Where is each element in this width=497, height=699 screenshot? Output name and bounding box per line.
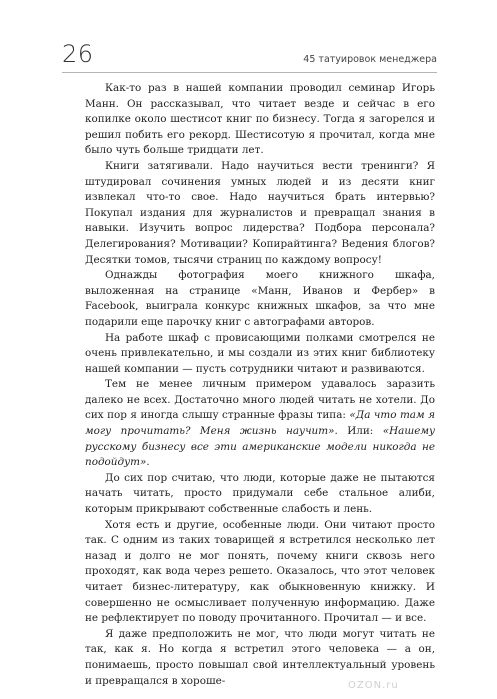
quote-2: «Нашему русскому бизнесу все эти американские модели никогда не подойдут» xyxy=(85,425,435,469)
watermark: OZON.ru xyxy=(348,680,399,691)
paragraph-5-end: . xyxy=(146,456,150,469)
paragraph-5-lead: Тем не менее личным примером удавалось заразить далеко не всех. Достаточно много людей читать не хотели. До сих пор я иногда слышу странные фразы типа: xyxy=(85,378,435,422)
paragraph-7: Хотя есть и другие, особенные люди. Они читают просто так. С одним из таких товарищей я встретился несколько лет назад и долго не мог понять, почему книги сквозь него проходят, как вода через решето. Оказалось, что этот человек читает бизнес-литературу, как обыкновенную книжку. И совершенно не осмысливает полученную информацию. Даже не рефлектирует по поводу прочитанного. Прочитал — и все. xyxy=(85,518,435,625)
paragraph-3: Однажды фотография моего книжного шкафа, выложенная на странице «Манн, Иванов и Фербер» в Facebook, выиграла конкурс книжных шкафов, за что мне подарили еще парочку книг с автографами авторов. xyxy=(85,269,435,328)
header-rule xyxy=(62,72,437,73)
page-number: 26 xyxy=(62,40,94,68)
paragraph-1: Как-то раз в нашей компании проводил семинар Игорь Манн. Он рассказывал, что читает везде и сейчас в его копилке около шестисот книг по бизнесу. Тогда я загорелся и решил побить его рекорд. Шестисотую я прочитал, когда мне было чуть больше тридцати лет. xyxy=(85,82,435,157)
paragraph-6: До сих пор считаю, что люди, которые даже не пытаются начать читать, просто придумали себе стальное алиби, которым прикрывают собственные слабость и лень. xyxy=(85,471,435,516)
paragraph-2: Книги затягивали. Надо научиться вести тренинги? Я штудировал сочинения умных людей и из десяти книг извлекал что-то свое. Надо научиться брать интервью? Покупал издания для журналистов и превращал знания в навыки. Изучить вопрос лидерства? Подбора персонала? Делегирования? Мотивации? Копирайтинга? Ведения блогов? Десятки томов, тысячи страниц по каждому вопросу! xyxy=(85,159,435,266)
paragraph-8: Я даже предположить не мог, что люди могут читать не так, как я. Но когда я встретил этого человека — а он, понимаешь, просто повышал свой интеллектуальный уровень и превращался в хороше- xyxy=(85,627,435,687)
paragraph-5-middle: . Или: xyxy=(334,425,383,438)
text-body xyxy=(85,81,435,689)
paragraph-5 xyxy=(85,377,435,471)
quote-1: «Да что там я могу прочитать? Меня жизнь научит» xyxy=(85,409,435,438)
running-head: 45 татуировок менеджера xyxy=(303,54,437,65)
paragraph-4: На работе шкаф с провисающими полками смотрелся не очень привлекательно, и мы создали из этих книг библиотеку нашей компании — пусть сотрудники читают и развиваются. xyxy=(85,331,435,375)
